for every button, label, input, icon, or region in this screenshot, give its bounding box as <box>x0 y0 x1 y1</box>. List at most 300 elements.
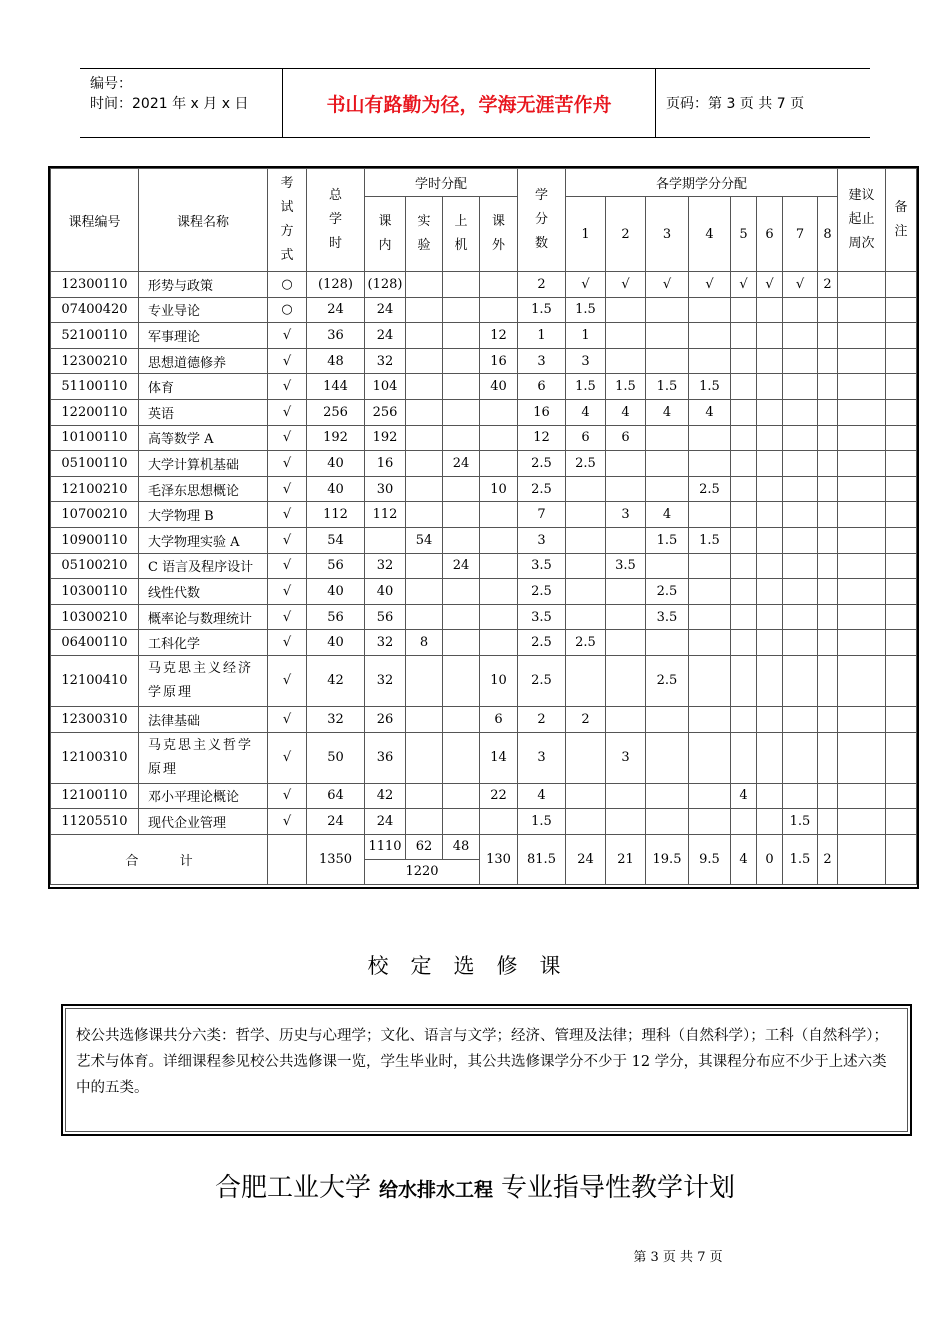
suggested-weeks <box>838 502 886 528</box>
lab-hours <box>406 783 443 809</box>
course-code: 12200110 <box>51 399 139 425</box>
remark <box>886 476 917 502</box>
course-row <box>51 451 917 477</box>
semester-1-credit <box>566 655 606 706</box>
inclass-hours: 32 <box>365 630 406 656</box>
exam-type: √ <box>268 476 307 502</box>
semester-7-credit <box>783 374 818 400</box>
inclass-hours: 192 <box>365 425 406 451</box>
exam-type: √ <box>268 323 307 349</box>
exam-type: √ <box>268 809 307 835</box>
outside-hours <box>480 399 518 425</box>
remark <box>886 527 917 553</box>
header-motto: 书山有路勤为径，学海无涯苦作舟 <box>283 69 656 137</box>
outside-hours: 10 <box>480 655 518 706</box>
semester-2-credit: 1.5 <box>606 374 646 400</box>
lab-hours: 54 <box>406 527 443 553</box>
semester-5-credit <box>731 527 757 553</box>
header-exam-type: 考 试 方 式 <box>268 169 307 272</box>
lab-hours <box>406 706 443 732</box>
semester-5-credit <box>731 399 757 425</box>
semester-1-credit: 4 <box>566 399 606 425</box>
outside-hours <box>480 451 518 477</box>
header-weeks: 建议 起止 周次 <box>838 169 886 272</box>
course-code: 10300210 <box>51 604 139 630</box>
semester-1-credit <box>566 783 606 809</box>
total-hours: 192 <box>307 425 365 451</box>
exam-type: √ <box>268 604 307 630</box>
course-name: 英语 <box>139 399 268 425</box>
semester-2-credit <box>606 630 646 656</box>
course-name: 马克思主义哲学原理 <box>139 732 268 783</box>
total-sem-8: 2 <box>818 834 838 884</box>
lab-hours <box>406 476 443 502</box>
semester-5-credit <box>731 553 757 579</box>
computer-hours <box>443 272 480 298</box>
remark <box>886 655 917 706</box>
semester-7-credit <box>783 323 818 349</box>
semester-2-credit: 4 <box>606 399 646 425</box>
suggested-weeks <box>838 809 886 835</box>
outside-hours: 40 <box>480 374 518 400</box>
course-row <box>51 374 917 400</box>
semester-5-credit <box>731 502 757 528</box>
remark <box>886 297 917 323</box>
semester-7-credit <box>783 630 818 656</box>
header-outside: 课 外 <box>480 197 518 272</box>
credits: 12 <box>518 425 566 451</box>
total-hours: 36 <box>307 323 365 349</box>
suggested-weeks <box>838 323 886 349</box>
total-inclass: 1110 <box>365 834 406 859</box>
semester-7-credit <box>783 579 818 605</box>
semester-3-credit: √ <box>646 272 689 298</box>
header-page-info: 页码：第 3 页 共 7 页 <box>666 96 805 112</box>
semester-3-credit: 2.5 <box>646 655 689 706</box>
semester-6-credit <box>757 374 783 400</box>
semester-3-credit: 2.5 <box>646 579 689 605</box>
semester-6-credit <box>757 579 783 605</box>
total-hours: 40 <box>307 630 365 656</box>
semester-6-credit <box>757 553 783 579</box>
course-name: 现代企业管理 <box>139 809 268 835</box>
semester-8-credit <box>818 476 838 502</box>
semester-5-credit: 4 <box>731 783 757 809</box>
semester-3-credit: 3.5 <box>646 604 689 630</box>
semester-5-credit <box>731 425 757 451</box>
course-row <box>51 527 917 553</box>
header-computer: 上 机 <box>443 197 480 272</box>
remark <box>886 783 917 809</box>
course-name: 大学计算机基础 <box>139 451 268 477</box>
semester-1-credit: 2 <box>566 706 606 732</box>
credits: 2.5 <box>518 655 566 706</box>
exam-type: √ <box>268 425 307 451</box>
course-code: 51100110 <box>51 374 139 400</box>
suggested-weeks <box>838 630 886 656</box>
plan-title <box>0 1167 950 1204</box>
semester-5-credit <box>731 604 757 630</box>
course-code: 10700210 <box>51 502 139 528</box>
inclass-hours: 16 <box>365 451 406 477</box>
total-hours: 50 <box>307 732 365 783</box>
credits: 6 <box>518 374 566 400</box>
page-header <box>80 68 870 138</box>
credits: 2.5 <box>518 476 566 502</box>
credits: 2 <box>518 272 566 298</box>
course-code: 10100110 <box>51 425 139 451</box>
course-name: 大学物理 B <box>139 502 268 528</box>
credits: 4 <box>518 783 566 809</box>
header-remark: 备 注 <box>886 169 917 272</box>
semester-4-credit <box>689 783 731 809</box>
semester-1-credit: 6 <box>566 425 606 451</box>
semester-2-credit <box>606 579 646 605</box>
semester-6-credit <box>757 323 783 349</box>
remark <box>886 732 917 783</box>
course-row <box>51 553 917 579</box>
semester-5-credit: √ <box>731 272 757 298</box>
total-exam <box>268 834 307 884</box>
computer-hours <box>443 809 480 835</box>
semester-1-credit: 2.5 <box>566 451 606 477</box>
credits: 16 <box>518 399 566 425</box>
semester-7-credit <box>783 527 818 553</box>
semester-5-credit <box>731 706 757 732</box>
inclass-hours: 30 <box>365 476 406 502</box>
exam-type: √ <box>268 348 307 374</box>
semester-6-credit <box>757 399 783 425</box>
course-row <box>51 630 917 656</box>
semester-4-credit: 2.5 <box>689 476 731 502</box>
semester-5-credit <box>731 809 757 835</box>
semester-7-credit <box>783 297 818 323</box>
semester-4-credit <box>689 323 731 349</box>
semester-2-credit <box>606 476 646 502</box>
course-code: 12100210 <box>51 476 139 502</box>
time-label: 时间：2021 年 x 月 x 日 <box>90 96 249 112</box>
header-semester-group: 各学期学分分配 <box>566 169 838 197</box>
total-sem-2: 21 <box>606 834 646 884</box>
computer-hours <box>443 502 480 528</box>
course-code: 52100110 <box>51 323 139 349</box>
total-hours: (128) <box>307 272 365 298</box>
remark <box>886 579 917 605</box>
inclass-hours: 40 <box>365 579 406 605</box>
semester-7-credit <box>783 604 818 630</box>
semester-8-credit <box>818 425 838 451</box>
remark <box>886 706 917 732</box>
exam-type: ○ <box>268 272 307 298</box>
outside-hours: 14 <box>480 732 518 783</box>
semester-6-credit <box>757 348 783 374</box>
lab-hours: 8 <box>406 630 443 656</box>
semester-4-credit: √ <box>689 272 731 298</box>
semester-8-credit <box>818 553 838 579</box>
lab-hours <box>406 297 443 323</box>
semester-8-credit <box>818 297 838 323</box>
semester-7-credit <box>783 732 818 783</box>
credits: 1.5 <box>518 809 566 835</box>
course-row <box>51 502 917 528</box>
total-label: 合 计 <box>51 834 268 884</box>
total-sem-7: 1.5 <box>783 834 818 884</box>
credits: 3 <box>518 348 566 374</box>
semester-6-credit <box>757 655 783 706</box>
credits: 1 <box>518 323 566 349</box>
course-name: 高等数学 A <box>139 425 268 451</box>
course-code: 12100310 <box>51 732 139 783</box>
inclass-hours: 32 <box>365 348 406 374</box>
outside-hours: 10 <box>480 476 518 502</box>
semester-1-credit: 2.5 <box>566 630 606 656</box>
semester-2-credit <box>606 706 646 732</box>
total-hours: 144 <box>307 374 365 400</box>
course-row <box>51 348 917 374</box>
credits: 2.5 <box>518 579 566 605</box>
semester-6-credit <box>757 476 783 502</box>
semester-1-credit <box>566 579 606 605</box>
lab-hours <box>406 451 443 477</box>
semester-1-credit: 1.5 <box>566 374 606 400</box>
semester-6-credit <box>757 783 783 809</box>
course-name: 思想道德修养 <box>139 348 268 374</box>
course-name: 体育 <box>139 374 268 400</box>
outside-hours <box>480 579 518 605</box>
semester-2-credit: √ <box>606 272 646 298</box>
plan-title-major: 给水排水工程 <box>378 1179 493 1201</box>
semester-4-credit <box>689 425 731 451</box>
course-row <box>51 809 917 835</box>
header-semester-3: 3 <box>646 197 689 272</box>
total-hours: 64 <box>307 783 365 809</box>
course-row <box>51 272 917 298</box>
computer-hours <box>443 732 480 783</box>
header-hours-group: 学时分配 <box>365 169 518 197</box>
semester-5-credit <box>731 348 757 374</box>
lab-hours <box>406 553 443 579</box>
course-code: 06400110 <box>51 630 139 656</box>
total-hours: 112 <box>307 502 365 528</box>
total-credits: 81.5 <box>518 834 566 884</box>
semester-3-credit <box>646 783 689 809</box>
electives-text: 校公共选修课共分六类：哲学、历史与心理学；文化、语言与文学；经济、管理及法律；理科（自然科学）；工科（自然科学）；艺术与体育。详细课程参见校公共选修课一览，学生毕业时，其公共选修课学分不少于 12 学分，其课程分布应不少于上述六类中的五类。 <box>76 1028 888 1096</box>
course-row <box>51 783 917 809</box>
course-code: 12100110 <box>51 783 139 809</box>
outside-hours: 22 <box>480 783 518 809</box>
header-semester-1: 1 <box>566 197 606 272</box>
credits: 3.5 <box>518 604 566 630</box>
remark <box>886 604 917 630</box>
semester-2-credit <box>606 348 646 374</box>
total-weeks <box>838 834 886 884</box>
total-hours: 256 <box>307 399 365 425</box>
remark <box>886 323 917 349</box>
semester-3-credit <box>646 323 689 349</box>
total-hours: 24 <box>307 809 365 835</box>
exam-type: √ <box>268 527 307 553</box>
semester-5-credit <box>731 579 757 605</box>
semester-3-credit: 4 <box>646 502 689 528</box>
computer-hours <box>443 630 480 656</box>
semester-1-credit <box>566 604 606 630</box>
semester-7-credit <box>783 783 818 809</box>
page-footer: 第 3 页 共 7 页 <box>633 1250 723 1265</box>
exam-type: √ <box>268 630 307 656</box>
lab-hours <box>406 502 443 528</box>
semester-6-credit <box>757 502 783 528</box>
suggested-weeks <box>838 527 886 553</box>
electives-box-inner <box>65 1008 908 1132</box>
total-sem-4: 9.5 <box>689 834 731 884</box>
semester-1-credit <box>566 553 606 579</box>
semester-4-credit <box>689 451 731 477</box>
header-semester-2: 2 <box>606 197 646 272</box>
header-semester-4: 4 <box>689 197 731 272</box>
course-name: 大学物理实验 A <box>139 527 268 553</box>
header-semester-7: 7 <box>783 197 818 272</box>
semester-5-credit <box>731 323 757 349</box>
outside-hours <box>480 630 518 656</box>
outside-hours <box>480 553 518 579</box>
course-code: 12100410 <box>51 655 139 706</box>
course-code: 12300210 <box>51 348 139 374</box>
credits: 2.5 <box>518 630 566 656</box>
plan-title-school: 合肥工业大学 <box>214 1173 371 1203</box>
lab-hours <box>406 604 443 630</box>
semester-1-credit <box>566 732 606 783</box>
semester-8-credit <box>818 399 838 425</box>
credits: 1.5 <box>518 297 566 323</box>
semester-3-credit <box>646 297 689 323</box>
course-code: 10300110 <box>51 579 139 605</box>
semester-3-credit <box>646 732 689 783</box>
inclass-hours: 32 <box>365 553 406 579</box>
semester-8-credit <box>818 732 838 783</box>
semester-7-credit <box>783 502 818 528</box>
inclass-hours: 256 <box>365 399 406 425</box>
outside-hours <box>480 297 518 323</box>
semester-4-credit <box>689 706 731 732</box>
semester-7-credit <box>783 425 818 451</box>
total-hours: 1350 <box>307 834 365 884</box>
semester-8-credit <box>818 502 838 528</box>
exam-type: √ <box>268 579 307 605</box>
inclass-hours: 112 <box>365 502 406 528</box>
credits: 3 <box>518 732 566 783</box>
header-credits: 学 分 数 <box>518 169 566 272</box>
suggested-weeks <box>838 604 886 630</box>
course-name: 线性代数 <box>139 579 268 605</box>
inclass-hours: 24 <box>365 809 406 835</box>
total-hours: 56 <box>307 553 365 579</box>
electives-box <box>61 1004 912 1136</box>
outside-hours <box>480 502 518 528</box>
semester-3-credit <box>646 706 689 732</box>
semester-3-credit: 1.5 <box>646 527 689 553</box>
total-hours: 40 <box>307 579 365 605</box>
course-name: 邓小平理论概论 <box>139 783 268 809</box>
computer-hours <box>443 655 480 706</box>
inclass-hours: 32 <box>365 655 406 706</box>
exam-type: √ <box>268 502 307 528</box>
outside-hours <box>480 604 518 630</box>
course-row <box>51 425 917 451</box>
total-sem-1: 24 <box>566 834 606 884</box>
course-plan-table <box>48 166 919 889</box>
course-code: 10900110 <box>51 527 139 553</box>
exam-type: √ <box>268 374 307 400</box>
course-code: 07400420 <box>51 297 139 323</box>
outside-hours <box>480 272 518 298</box>
electives-title: 校定选修课 <box>367 954 583 978</box>
course-row <box>51 604 917 630</box>
semester-3-credit <box>646 451 689 477</box>
inclass-hours: 36 <box>365 732 406 783</box>
semester-3-credit <box>646 809 689 835</box>
header-course-name: 课程名称 <box>139 169 268 272</box>
semester-8-credit <box>818 348 838 374</box>
semester-2-credit <box>606 323 646 349</box>
lab-hours <box>406 655 443 706</box>
suggested-weeks <box>838 579 886 605</box>
remark <box>886 502 917 528</box>
total-inner-sum: 1220 <box>365 859 480 884</box>
inclass-hours: 56 <box>365 604 406 630</box>
remark <box>886 809 917 835</box>
computer-hours <box>443 323 480 349</box>
total-computer: 48 <box>443 834 480 859</box>
total-sem-3: 19.5 <box>646 834 689 884</box>
total-hours: 40 <box>307 451 365 477</box>
suggested-weeks <box>838 732 886 783</box>
semester-1-credit: 1.5 <box>566 297 606 323</box>
semester-6-credit <box>757 630 783 656</box>
exam-type: √ <box>268 399 307 425</box>
course-name: 毛泽东思想概论 <box>139 476 268 502</box>
number-label: 编号： <box>90 76 132 92</box>
remark <box>886 272 917 298</box>
inclass-hours: 104 <box>365 374 406 400</box>
semester-8-credit <box>818 809 838 835</box>
semester-4-credit <box>689 297 731 323</box>
semester-4-credit <box>689 579 731 605</box>
semester-8-credit <box>818 579 838 605</box>
computer-hours <box>443 425 480 451</box>
semester-6-credit <box>757 297 783 323</box>
inclass-hours <box>365 527 406 553</box>
course-row <box>51 732 917 783</box>
computer-hours <box>443 527 480 553</box>
course-name: 形势与政策 <box>139 272 268 298</box>
header-meta <box>80 69 283 137</box>
computer-hours <box>443 783 480 809</box>
course-row <box>51 399 917 425</box>
computer-hours <box>443 604 480 630</box>
credits: 3 <box>518 527 566 553</box>
semester-2-credit: 3.5 <box>606 553 646 579</box>
suggested-weeks <box>838 297 886 323</box>
total-hours: 54 <box>307 527 365 553</box>
computer-hours <box>443 374 480 400</box>
remark <box>886 630 917 656</box>
semester-1-credit: 1 <box>566 323 606 349</box>
computer-hours <box>443 706 480 732</box>
course-code: 12300110 <box>51 272 139 298</box>
semester-8-credit: 2 <box>818 272 838 298</box>
semester-2-credit <box>606 783 646 809</box>
inclass-hours: 42 <box>365 783 406 809</box>
